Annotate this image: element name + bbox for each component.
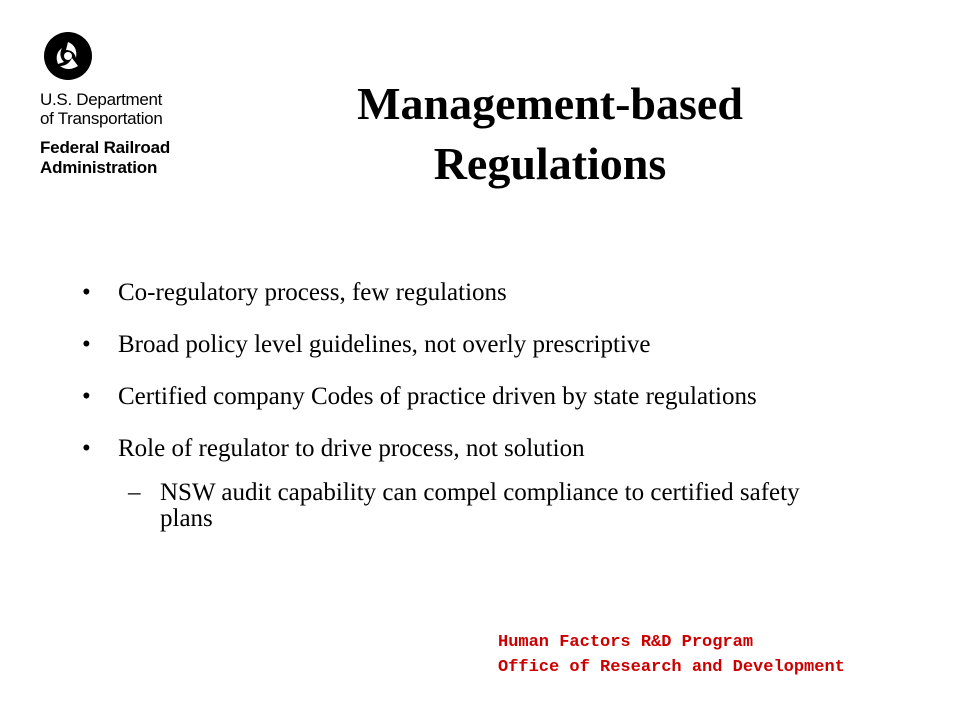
footer — [498, 630, 845, 680]
bullet-text: Role of regulator to drive process, not solution — [118, 435, 585, 462]
footer-line1: Human Factors R&D Program — [498, 633, 754, 652]
bullet-marker: • — [82, 383, 91, 410]
bullet-item — [80, 384, 840, 410]
slide-title — [270, 74, 830, 194]
dot-logo — [40, 28, 230, 178]
bullet-text: Certified company Codes of practice driven by state regulations — [118, 383, 757, 410]
bullet-marker: • — [82, 279, 91, 306]
bullet-item — [80, 280, 840, 306]
logo-agency-line1: Federal Railroad — [40, 138, 171, 157]
slide-title-line1: Management-based — [357, 78, 743, 129]
bullet-item — [80, 436, 840, 462]
footer-line2: Office of Research and Development — [498, 658, 845, 677]
bullet-marker: • — [82, 331, 91, 358]
logo-agency-line2: Administration — [40, 158, 158, 177]
logo-department-line1: U.S. Department — [40, 90, 163, 109]
bullet-text: Broad policy level guidelines, not overly prescriptive — [118, 331, 651, 358]
sub-bullet-item — [80, 480, 840, 532]
bullet-text: Co-regulatory process, few regulations — [118, 279, 507, 306]
sub-bullet-marker: – — [128, 479, 141, 506]
bullet-marker: • — [82, 435, 91, 462]
bullet-item — [80, 332, 840, 358]
slide-title-line2: Regulations — [433, 138, 667, 189]
dot-triskelion-icon — [40, 28, 112, 84]
bullet-list — [80, 280, 840, 532]
sub-bullet-text: NSW audit capability can compel compliance to certified safety plans — [160, 479, 800, 532]
logo-department-line2: of Transportation — [40, 109, 163, 128]
